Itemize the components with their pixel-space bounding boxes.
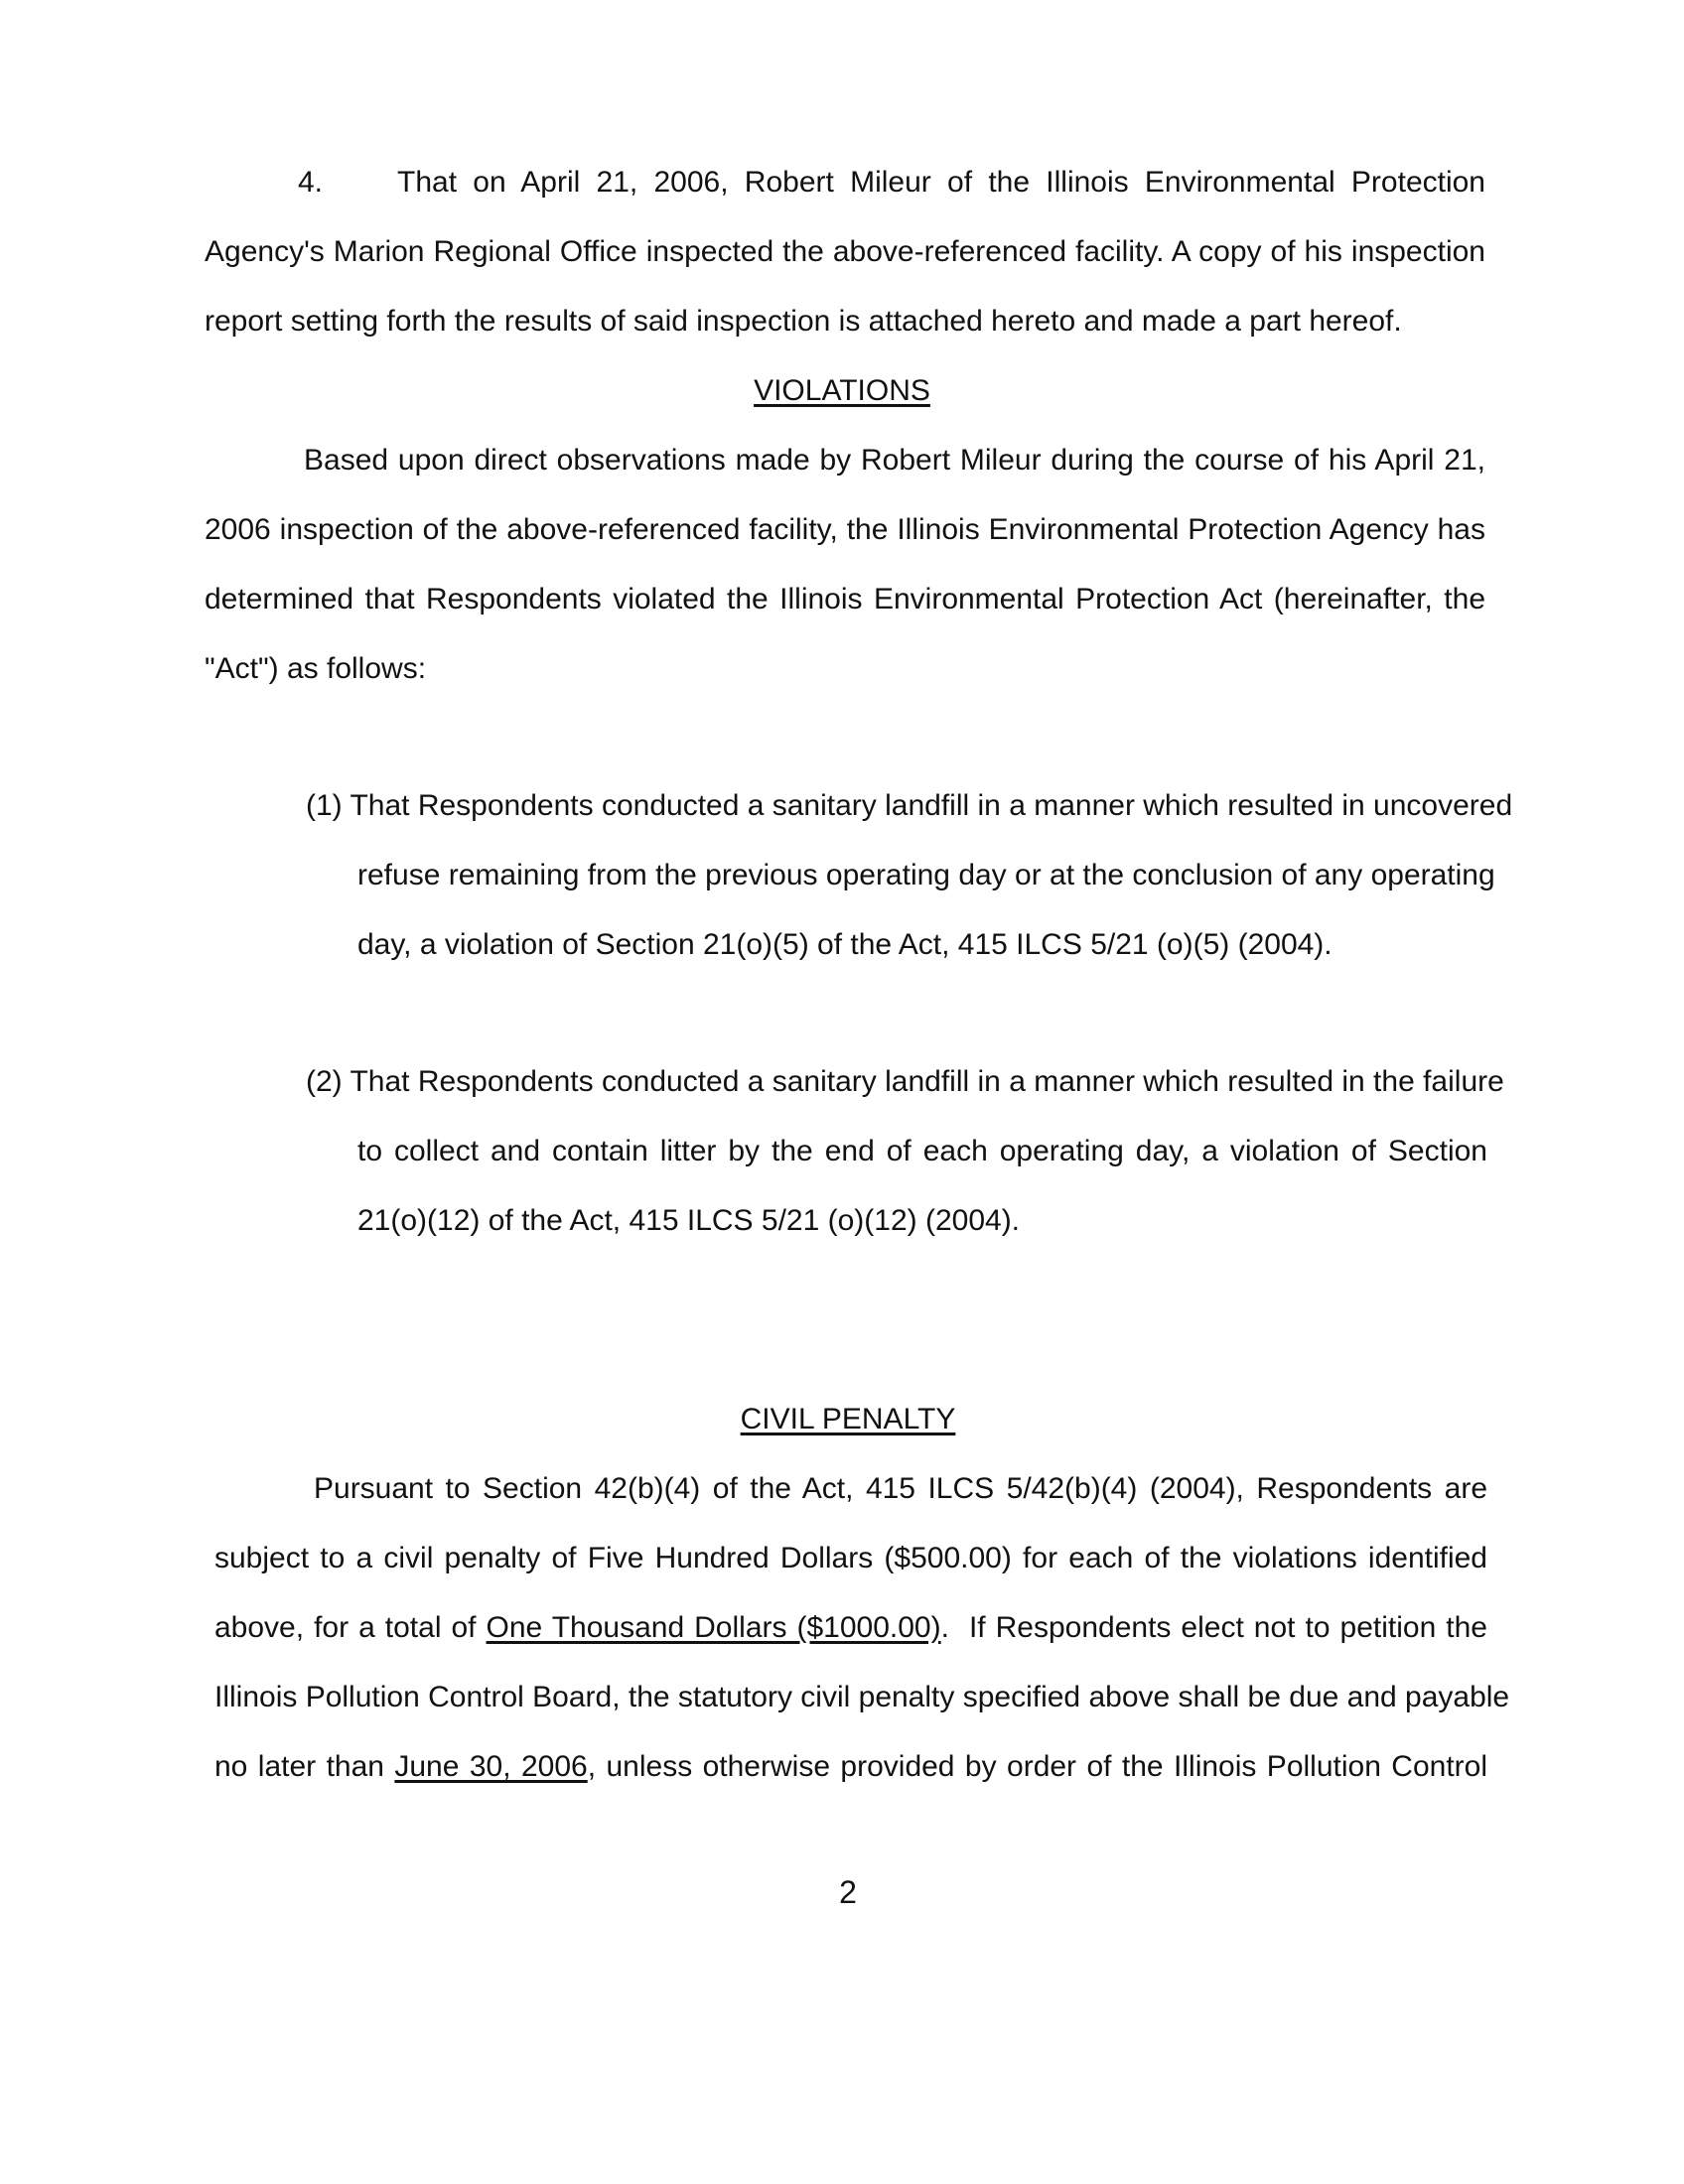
violation-2-line-3: 21(o)(12) of the Act, 415 ILCS 5/21 (o)(12) (2004).: [357, 1204, 1021, 1237]
civil-penalty-heading-text: CIVIL PENALTY: [740, 1403, 956, 1435]
violation-1-line-1: (1) That Respondents conducted a sanitary landfill in a manner which resulted in uncovered: [306, 789, 1513, 822]
violation-1-line-3: day, a violation of Section 21(o)(5) of the Act, 415 ILCS 5/21 (o)(5) (2004).: [357, 928, 1333, 961]
violation-2-line-2: to collect and contain litter by the end of each operating day, a violation of Section: [357, 1135, 1487, 1167]
civil-penalty-line-5: [214, 1749, 1487, 1785]
paragraph-4-line-3: report setting forth the results of said inspection is attached hereto and made a part hereof.: [205, 305, 1402, 338]
paragraph-4-text-1: That on April 21, 2006, Robert Mileur of the Illinois Environmental Protection: [397, 166, 1485, 199]
total-penalty-amount: One Thousand Dollars ($1000.00): [486, 1611, 941, 1644]
violations-heading: [0, 373, 1684, 409]
civil-penalty-line-5-suffix: , unless otherwise provided by order of the Illinois Pollution Control: [587, 1750, 1488, 1783]
violations-intro-line-3: determined that Respondents violated the Illinois Environmental Protection Act (hereinafter, the: [205, 583, 1485, 615]
civil-penalty-heading: [6, 1402, 1684, 1437]
civil-penalty-line-1: Pursuant to Section 42(b)(4) of the Act, 415 ILCS 5/42(b)(4) (2004), Respondents are: [314, 1472, 1487, 1505]
civil-penalty-line-4: Illinois Pollution Control Board, the statutory civil penalty specified above shall be due and payable: [214, 1681, 1510, 1713]
violations-heading-text: VIOLATIONS: [754, 374, 930, 407]
violations-intro-line-1: Based upon direct observations made by Robert Mileur during the course of his April 21,: [304, 444, 1485, 477]
civil-penalty-line-3: [214, 1610, 1487, 1646]
violations-intro-line-4: "Act") as follows:: [205, 652, 427, 685]
civil-penalty-line-3-prefix: above, for a total of: [214, 1611, 487, 1644]
civil-penalty-line-2: subject to a civil penalty of Five Hundred Dollars ($500.00) for each of the violations identified: [214, 1542, 1487, 1574]
paragraph-4-line-2: Agency's Marion Regional Office inspected the above-referenced facility. A copy of his inspection: [205, 235, 1485, 268]
paragraph-4-number: 4.: [298, 166, 324, 199]
payment-due-date: June 30, 2006: [394, 1750, 588, 1783]
civil-penalty-line-3-suffix: . If Respondents elect not to petition the: [940, 1611, 1487, 1644]
page-number: 2: [839, 1874, 857, 1910]
violations-intro-line-2: 2006 inspection of the above-referenced facility, the Illinois Environmental Protection Agency has: [205, 513, 1485, 546]
paragraph-4-line-1: [298, 165, 1485, 201]
violation-2-line-1: (2) That Respondents conducted a sanitary landfill in a manner which resulted in the failure: [306, 1065, 1504, 1098]
civil-penalty-line-5-prefix: no later than: [214, 1750, 395, 1783]
violation-1-line-2: refuse remaining from the previous operating day or at the conclusion of any operating: [357, 859, 1495, 891]
